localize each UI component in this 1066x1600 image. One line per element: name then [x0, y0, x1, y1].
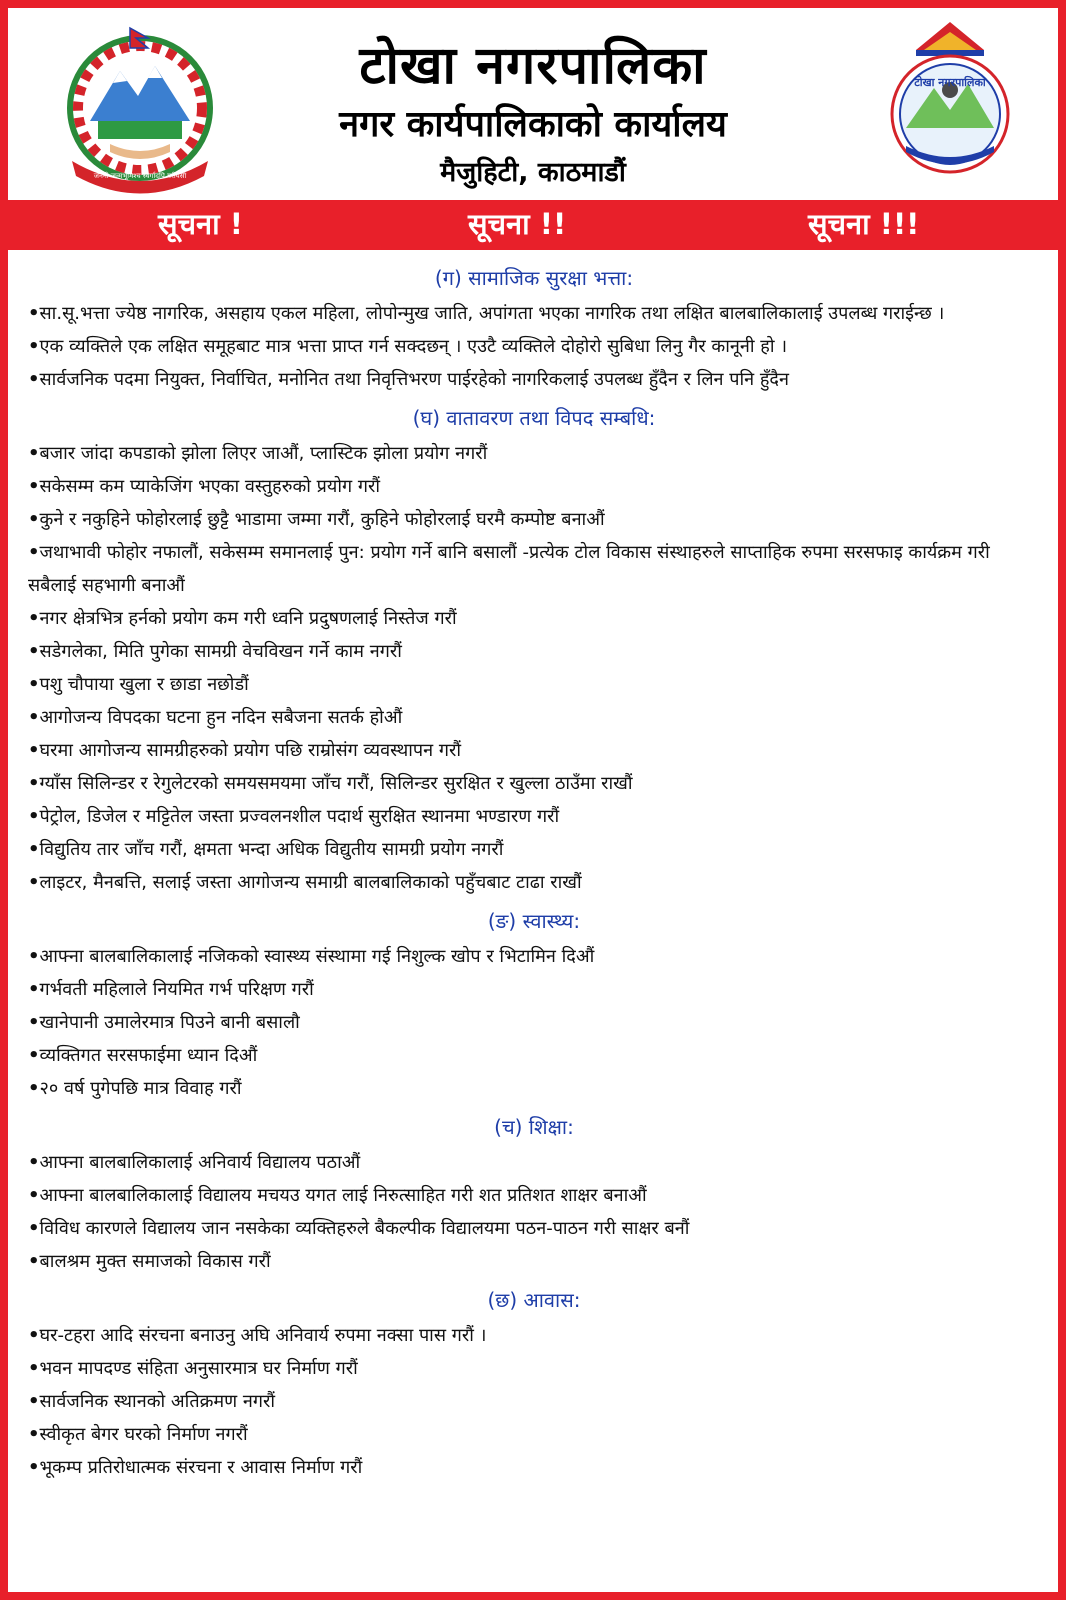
list-item: •घर-टहरा आदि संरचना बनाउनु अघि अनिवार्य रुपमा नक्सा पास गरौं । — [28, 1325, 487, 1346]
list-item: •गर्भवती महिलाले नियमित गर्भ परिक्षण गरौं — [28, 979, 314, 1000]
bullet: • — [28, 1251, 40, 1272]
section-title: (घ) वातावरण तथा विपद सम्बधि: — [412, 406, 656, 430]
bullet: • — [28, 1424, 40, 1445]
bullet: • — [28, 336, 40, 357]
bullet: • — [28, 1045, 40, 1066]
list-item: •बजार जांदा कपडाको झोला लिएर जाऔं, प्लास्टिक झोला प्रयोग नगरौं — [28, 443, 488, 464]
bullet: • — [28, 839, 40, 860]
bullet: • — [28, 476, 40, 497]
bullet: • — [28, 707, 40, 728]
list-item: •पशु चौपाया खुला र छाडा नछोडौं — [28, 674, 249, 695]
list-item: •व्यक्तिगत सरसफाईमा ध्यान दिऔं — [28, 1045, 258, 1066]
bullet: • — [28, 1152, 40, 1173]
notice-label-3: सूचना !!! — [808, 207, 920, 241]
bullet: • — [28, 1457, 40, 1478]
bullet: • — [28, 740, 40, 761]
section-social-security — [28, 264, 1040, 396]
bullet: • — [28, 369, 40, 390]
tokha-municipality-logo — [876, 18, 1024, 186]
emblem-motto: जननी जन्मभूमिश्च स्वर्गादपि गरीयसी — [93, 172, 187, 180]
list-item: •बालश्रम मुक्त समाजको विकास गरौं — [28, 1251, 271, 1272]
office-location: मैजुहिटी, काठमाडौं — [440, 157, 626, 188]
bullet: • — [28, 509, 40, 530]
list-item: •सडेगलेका, मिति पुगेका सामग्री वेचविखन गर्ने काम नगरौं — [28, 641, 402, 662]
office-name: नगर कार्यपालिकाको कार्यालय — [339, 104, 727, 145]
list-item: •२० वर्ष पुगेपछि मात्र विवाह गरौं — [28, 1078, 242, 1099]
bullet: • — [28, 1185, 40, 1206]
notice-label-1: सूचना ! — [158, 207, 243, 241]
list-item: •लाइटर, मैनबत्ति, सलाई जस्ता आगोजन्य समाग्री बालबालिकाको पहुँचबाट टाढा राखौं — [28, 872, 582, 893]
section-housing — [28, 1286, 1040, 1484]
list-item: •सकेसम्म कम प्याकेजिंग भएका वस्तुहरुको प्रयोग गरौं — [28, 476, 381, 497]
bullet: • — [28, 872, 40, 893]
section-environment-disaster — [28, 404, 1040, 899]
bullet: • — [28, 674, 40, 695]
bullet: • — [28, 1325, 40, 1346]
list-item: •आफ्ना बालबालिकालाई नजिकको स्वास्थ्य संस्थामा गई निशुल्क खोप र भिटामिन दिऔं — [28, 946, 595, 967]
section-title: (ग) सामाजिक सुरक्षा भत्ता: — [434, 266, 634, 290]
section-health — [28, 907, 1040, 1105]
bullet: • — [28, 443, 40, 464]
list-item: •घरमा आगोजन्य सामग्रीहरुको प्रयोग पछि राम्रोसंग व्यवस्थापन गरौं — [28, 740, 462, 761]
bullet: • — [28, 303, 40, 324]
bullet: • — [28, 641, 40, 662]
list-item: •भूकम्प प्रतिरोधात्मक संरचना र आवास निर्माण गरौं — [28, 1457, 363, 1478]
notice-bar — [8, 200, 1058, 250]
logo-text: टोखा नगरपालिका — [914, 76, 986, 89]
page-title: टोखा नगरपालिका — [359, 36, 707, 96]
list-item: •सार्वजनिक स्थानको अतिक्रमण नगरौं — [28, 1391, 276, 1412]
bullet: • — [28, 1391, 40, 1412]
list-item: •जथाभावी फोहोर नफालौं, सकेसम्म समानलाई पुन: प्रयोग गर्ने बानि बसालौं -प्रत्येक टोल विकास संस्थाहरुले साप्ताहिक रुपमा सरसफाइ कार्यक्रम गरी सबैलाई सहभागी बनाऔं — [28, 542, 990, 596]
list-item: •भवन मापदण्ड संहिता अनुसारमात्र घर निर्माण गरौं — [28, 1358, 358, 1379]
section-education — [28, 1113, 1040, 1278]
list-item: •सार्वजनिक पदमा नियुक्त, निर्वाचित, मनोनित तथा निवृत्तिभरण पाईरहेको नागरिकलाई उपलब्ध हुँदैन र लिन पनि हुँदैन — [28, 369, 789, 390]
list-item: •सा.सू.भत्ता ज्येष्ठ नागरिक, असहाय एकल महिला, लोपोन्मुख जाति, अपांगता भएका नागरिक तथा लक्षित बालबालिकालाई उपलब्ध गराईन्छ । — [28, 303, 945, 324]
nepal-emblem-logo — [50, 26, 230, 196]
list-item: •ग्याँस सिलिन्डर र रेगुलेटरको समयसमयमा जाँच गरौं, सिलिन्डर सुरक्षित र खुल्ला ठाउँमा राखौं — [28, 773, 633, 794]
bullet: • — [28, 608, 40, 629]
bullet: • — [28, 946, 40, 967]
list-item: •विद्युतिय तार जाँच गरौं, क्षमता भन्दा अधिक विद्युतीय सामग्री प्रयोग नगरौं — [28, 839, 504, 860]
notice-label-2: सूचना !! — [468, 207, 567, 241]
bullet: • — [28, 806, 40, 827]
bullet: • — [28, 1078, 40, 1099]
header — [8, 8, 1058, 200]
section-title: (च) शिक्षा: — [494, 1115, 574, 1139]
bullet: • — [28, 1358, 40, 1379]
bullet: • — [28, 542, 40, 563]
list-item: •एक व्यक्तिले एक लक्षित समूहबाट मात्र भत्ता प्राप्त गर्न सक्दछन् । एउटै व्यक्तिले दोहोरो सुबिधा लिनु गैर कानूनी हो । — [28, 336, 788, 357]
list-item: •खानेपानी उमालेरमात्र पिउने बानी बसालौ — [28, 1012, 300, 1033]
list-item: •कुने र नकुहिने फोहोरलाई छुट्टै भाडामा जम्मा गरौं, कुहिने फोहोरलाई घरमै कम्पोष्ट बनाऔं — [28, 509, 605, 530]
list-item: •नगर क्षेत्रभित्र हर्नको प्रयोग कम गरी ध्वनि प्रदुषणलाई निस्तेज गरौं — [28, 608, 457, 629]
notice-content — [28, 256, 1040, 1484]
section-title: (छ) आवास: — [487, 1288, 581, 1312]
list-item: •विविध कारणले विद्यालय जान नसकेका व्यक्तिहरुले बैकल्पीक विद्यालयमा पठन-पाठन गरी साक्षर बनौं — [28, 1218, 690, 1239]
list-item: •आगोजन्य विपदका घटना हुन नदिन सबैजना सतर्क होऔं — [28, 707, 403, 728]
section-title: (ङ) स्वास्थ्य: — [487, 909, 581, 933]
list-item: •स्वीकृत बेगर घरको निर्माण नगरौं — [28, 1424, 248, 1445]
bullet: • — [28, 773, 40, 794]
list-item: •आफ्ना बालबालिकालाई अनिवार्य विद्यालय पठाऔं — [28, 1152, 361, 1173]
list-item: •आफ्ना बालबालिकालाई विद्यालय मचयउ यगत लाई निरुत्साहित गरी शत प्रतिशत शाक्षर बनाऔं — [28, 1185, 647, 1206]
list-item: •पेट्रोल, डिजेल र मट्टितेल जस्ता प्रज्वलनशील पदार्थ सुरक्षित स्थानमा भण्डारण गरौं — [28, 806, 560, 827]
bullet: • — [28, 1012, 40, 1033]
bullet: • — [28, 1218, 40, 1239]
bullet: • — [28, 979, 40, 1000]
